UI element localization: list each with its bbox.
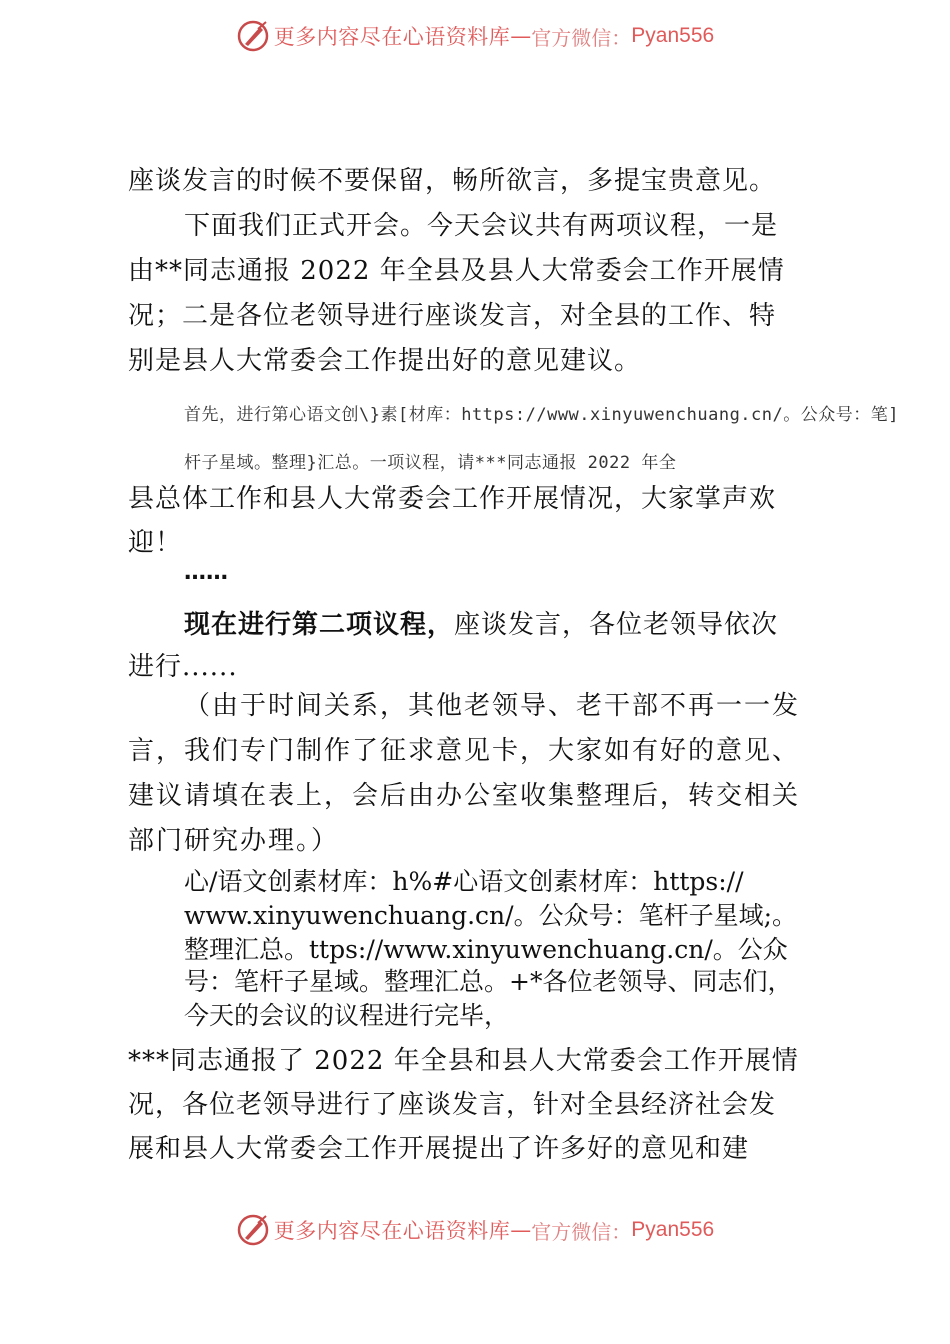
quill-logo-icon xyxy=(236,19,270,53)
paragraph-6-line-3: 整理汇总。ttps://www.xinyuwenchuang.cn/。公众 xyxy=(184,935,788,964)
paragraph-5-line-1: （由于时间关系，其他老领导、老干部不再一一发 xyxy=(184,691,801,721)
paragraph-4-bold: 现在进行第二项议程， xyxy=(184,610,455,640)
paragraph-2-line-4: 别是县人大常委会工作提出好的意见建议。 xyxy=(128,346,642,376)
paragraph-7-line-3: 展和县人大常委会工作开展提出了许多好的意见和建 xyxy=(128,1134,750,1164)
paragraph-2-line-3: 况；二是各位老领导进行座谈发言，对全县的工作、特 xyxy=(128,301,777,331)
footer-banner-text: 更多内容尽在心语资料库 xyxy=(273,1219,511,1243)
paragraph-1: 座谈发言的时候不要保留，畅所欲言，多提宝贵意见。 xyxy=(128,166,777,196)
header-banner xyxy=(0,16,950,56)
quill-logo-icon xyxy=(236,1213,270,1247)
header-banner-text: 更多内容尽在心语资料库 xyxy=(273,25,511,49)
note-line-2: 杆子星域。整理}汇总。一项议程，请***同志通报 2022 年全 xyxy=(184,453,677,473)
note-line-1: 首先，进行第心语文创\}素[材库：https://www.xinyuwenchuang.cn/。公众号：笔] xyxy=(184,405,899,425)
paragraph-5-line-2: 言，我们专门制作了征求意见卡，大家如有好的意见、 xyxy=(128,736,801,766)
paragraph-3-line-2: 迎！ xyxy=(128,528,183,558)
paragraph-6-line-1: 心/语文创素材库：h%#心语文创素材库：https:// xyxy=(184,867,744,896)
paragraph-4-line-2: 进行...... xyxy=(128,652,238,682)
paragraph-4-line-1 xyxy=(184,604,778,641)
paragraph-2-line-1: 下面我们正式开会。今天会议共有两项议程，一是 xyxy=(184,211,779,241)
ellipsis: …… xyxy=(184,560,228,585)
footer-banner xyxy=(0,1210,950,1250)
footer-separator: — xyxy=(510,1218,532,1242)
header-wechat-label: 官方微信： xyxy=(531,25,632,50)
paragraph-7-line-2: 况，各位老领导进行了座谈发言，针对全县经济社会发 xyxy=(128,1090,777,1120)
header-separator: — xyxy=(510,24,532,48)
paragraph-6-line-4: 号：笔杆子星域。整理汇总。+*各位老领导、同志们， xyxy=(184,967,793,996)
paragraph-6-line-5: 今天的会议的议程进行完毕， xyxy=(184,1001,510,1030)
footer-wechat-id: Pyan556 xyxy=(631,1218,715,1241)
paragraph-6-line-2: www.xinyuwenchuang.cn/。公众号：笔杆子星域;。 xyxy=(184,901,798,930)
paragraph-2-line-2: 由**同志通报 2022 年全县及县人大常委会工作开展情 xyxy=(128,256,785,286)
paragraph-4-rest: 座谈发言，各位老领导依次 xyxy=(454,610,779,640)
footer-wechat-label: 官方微信： xyxy=(531,1219,632,1244)
paragraph-5-line-4: 部门研究办理。） xyxy=(128,826,340,856)
header-wechat-id: Pyan556 xyxy=(631,24,715,47)
paragraph-7-line-1: ***同志通报了 2022 年全县和县人大常委会工作开展情 xyxy=(128,1046,799,1076)
paragraph-3-line-1: 县总体工作和县人大常委会工作开展情况，大家掌声欢 xyxy=(128,484,777,514)
paragraph-5-line-3: 建议请填在表上，会后由办公室收集整理后，转交相关 xyxy=(128,781,801,811)
